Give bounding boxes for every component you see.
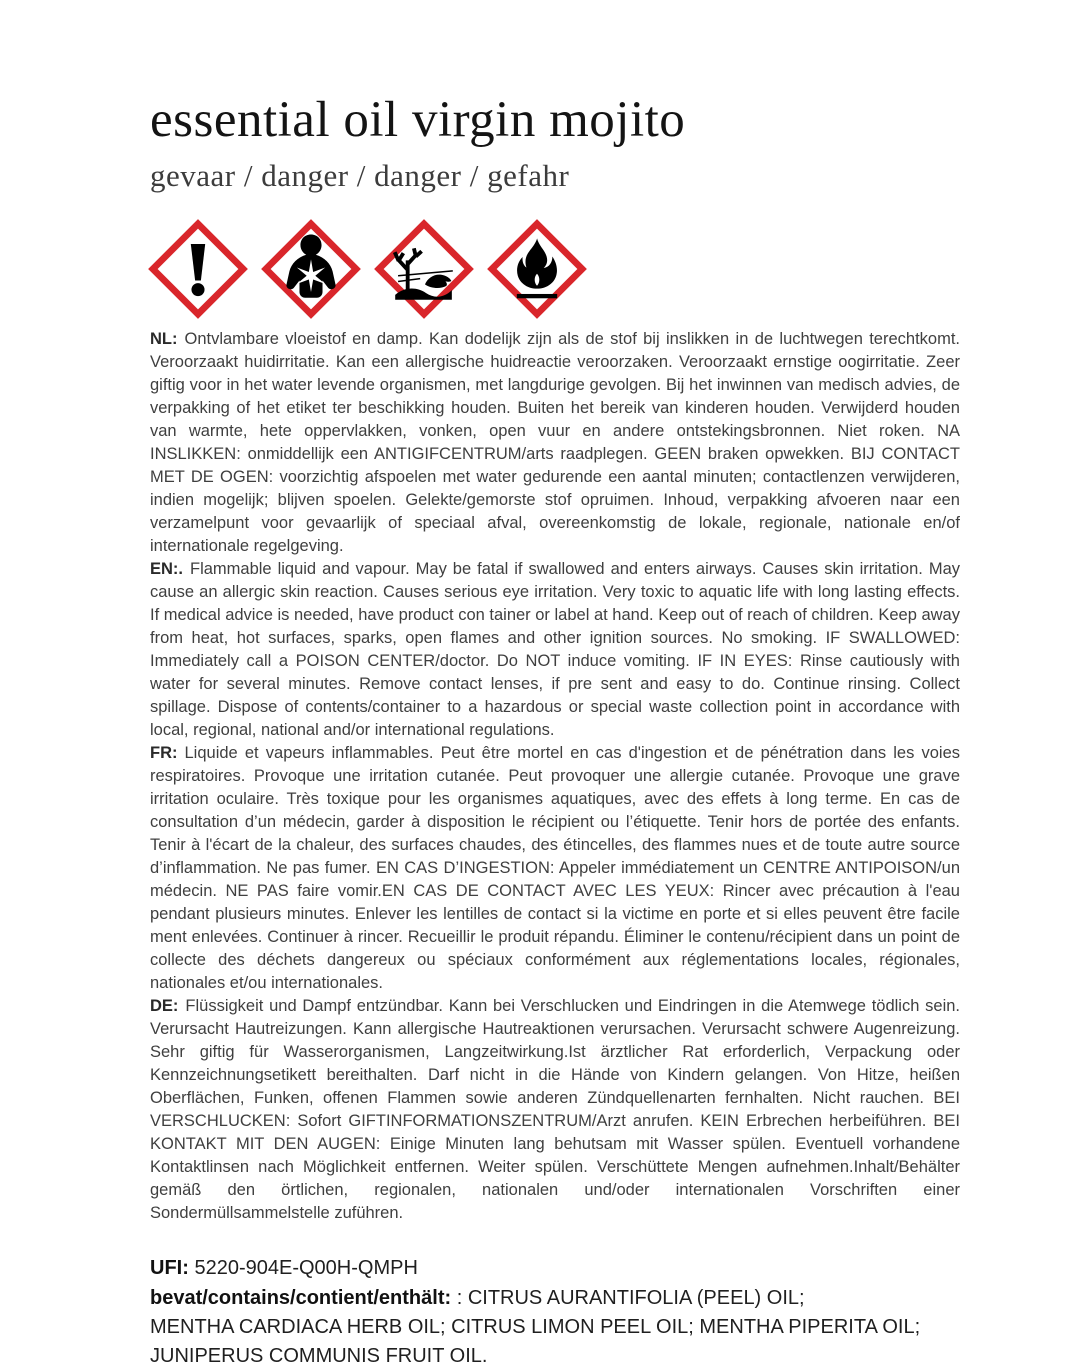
- ghs-pictogram-row: [150, 221, 960, 317]
- ingredients-line-2: MENTHA CARDIACA HERB OIL; CITRUS LIMON PEEL OIL; MENTHA PIPERITA OIL;: [150, 1316, 921, 1339]
- environment-hazard-icon: [376, 221, 472, 317]
- signal-words: gevaar / danger / danger / gefahr: [150, 158, 570, 194]
- label-footer: [150, 1254, 960, 1371]
- lang-tag-nl: NL:: [150, 330, 178, 349]
- hazard-paragraph-en: [150, 558, 960, 742]
- ingredients-text-1: : CITRUS AURANTIFOLIA (PEEL) OIL;: [456, 1287, 805, 1310]
- ufi-label: UFI:: [150, 1257, 189, 1280]
- ingredients-label: bevat/contains/contient/enthält:: [150, 1287, 452, 1310]
- product-title: essential oil virgin mojito: [150, 92, 686, 148]
- ufi-line: [150, 1254, 960, 1283]
- hazard-text-nl: Ontvlambare vloeistof en damp. Kan dodelijk zijn als de stof bij inslikken in de luchtwegen terechtkomt. Veroorzaakt huidirritatie. Kan een allergische huidreactie veroorzaken. Veroorzaakt ernstige oogirritatie. Zeer giftig voor in het water levende organismen, met langdurige gevolgen. Bij het inwinnen van medisch advies, de verpakking of het etiket ter beschikking houden. Buiten het bereik van kinderen houden. Verwijderd houden van warmte, hete oppervlakken, vonken, open vuur en andere ontstekingsbronnen. Niet roken. NA INSLIKKEN: onmiddellijk een ANTIGIFCENTRUM/arts raadplegen. GEEN braken opwekken. BIJ CONTACT MET DE OGEN: voorzichtig afspoelen met water gedurende een aantal minuten; contactlenzen verwijderen, indien mogelijk; blijven spoelen. Gelekte/gemorste stof opruimen. Inhoud, verpakking afvoeren naar een verzamelpunt voor gevaarlijk of speciaal afval, overeenkomstig de lokale, regionale, nationale en/of internationale regelgeving.: [150, 330, 960, 556]
- flame-icon: [489, 221, 585, 317]
- hazard-text-en: Flammable liquid and vapour. May be fatal if swallowed and enters airways. Causes skin irritation. May cause an allergic skin reaction. Causes serious eye irritation. Very toxic to aquatic life with long lasting effects. If medical advice is needed, have product con tainer or label at hand. Keep out of reach of children. Keep away from heat, hot surfaces, sparks, open flames and other ignition sources. No smoking. IF SWALLOWED: Immediately call a POISON CENTER/doctor. Do NOT induce vomiting. IF IN EYES: Rinse cautiously with water for several minutes. Remove contact lenses, if pre sent and easy to do. Continue rinsing. Collect spillage. Dispose of contents/container to a hazardous or special waste collection point in accordance with local, regional, national and/or international regulations.: [150, 560, 960, 740]
- ingredients-line-3: JUNIPERUS COMMUNIS FRUIT OIL.: [150, 1345, 488, 1368]
- hazard-text-de: Flüssigkeit und Dampf entzündbar. Kann bei Verschlucken und Eindringen in die Atemwege tödlich sein. Verursacht Hautreizungen. Kann allergische Hautreaktionen verursachen. Verursacht schwere Augenreizung. Sehr giftig für Wasserorganismen, Langzeitwirkung.Ist ärztlicher Rat erforderlich, Verpackung oder Kennzeichnungsetikett bereithalten. Darf nicht in die Hände von Kindern gelangen. Von Hitze, heißen Oberflächen, Funken, offenen Flammen sowie anderen Zündquellenarten fernhalten. Nicht rauchen. BEI VERSCHLUCKEN: Sofort GIFTINFORMATIONSZENTRUM/Arzt anrufen. KEIN Erbrechen herbeiführen. BEI KONTAKT MIT DEN AUGEN: Einige Minuten lang behutsam mit Wasser spülen. Eventuell vorhandene Kontaktlinsen nach Möglichkeit entfernen. Weiter spülen. Verschüttete Mengen aufnehmen.Inhalt/Behälter gemäß den örtlichen, regionalen, nationalen und/oder internationalen Vorschriften einer Sondermüllsammelstelle zuführen.: [150, 997, 960, 1223]
- health-hazard-icon: [263, 221, 359, 317]
- hazard-statements: [150, 328, 960, 1225]
- label-content: [150, 0, 960, 1371]
- exclamation-mark-icon: [150, 221, 246, 317]
- lang-tag-de: DE:: [150, 997, 179, 1016]
- lang-tag-en: EN:.: [150, 560, 183, 579]
- hazard-paragraph-nl: [150, 328, 960, 558]
- lang-tag-fr: FR:: [150, 744, 178, 763]
- ufi-code: 5220-904E-Q00H-QMPH: [194, 1257, 418, 1280]
- ingredients-line-1: [150, 1284, 960, 1313]
- hazard-paragraph-de: [150, 995, 960, 1225]
- hazard-paragraph-fr: [150, 742, 960, 995]
- hazard-text-fr: Liquide et vapeurs inflammables. Peut être mortel en cas d'ingestion et de pénétration dans les voies respiratoires. Provoque une irritation cutanée. Peut provoquer une allergie cutanée. Provoque une grave irritation oculaire. Très toxique pour les organismes aquatiques, avec des effets à long terme. En cas de consultation d’un médecin, garder à disposition le récipient ou l’étiquette. Tenir hors de portée des enfants. Tenir à l'écart de la chaleur, des surfaces chaudes, des étincelles, des flammes nues et de toute autre source d’inflammation. Ne pas fumer. EN CAS D’INGESTION: Appeler immédiatement un CENTRE ANTIPOISON/un médecin. NE PAS faire vomir.EN CAS DE CONTACT AVEC LES YEUX: Rincer avec précaution à l'eau pendant plusieurs minutes. Enlever les lentilles de contact si la victime en porte et si elles peuvent être facile ment enlevées. Continuer à rincer. Recueillir le produit répandu. Éliminer le contenu/récipient dans un point de collecte des déchets dangereux ou spéciaux conformément aux réglementations locales, régionales, nationales et/ou internationales.: [150, 744, 960, 993]
